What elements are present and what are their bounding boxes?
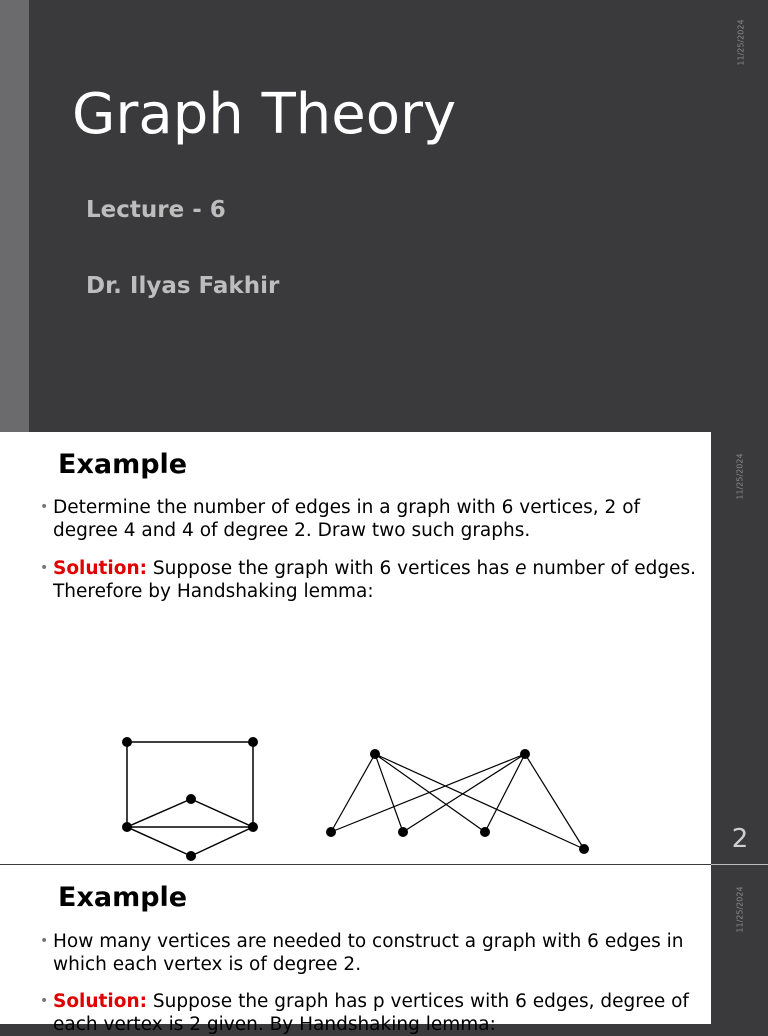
slide-date: 11/25/2024: [736, 19, 746, 66]
example-slide-1: [0, 432, 768, 864]
solution-label: Solution:: [53, 991, 148, 1012]
bullet-text: Determine the number of edges in a graph with 6 vertices, 2 of degree 4 and 4 of degree 2. Draw two such graphs.: [53, 497, 641, 541]
bullet-text: [53, 990, 700, 1036]
author-name: Dr. Ilyas Fakhir: [86, 273, 280, 299]
slide-heading: Example: [58, 449, 188, 480]
solution-text-a: Suppose the graph with 6 vertices has: [147, 558, 516, 579]
bullet-item: [40, 557, 700, 603]
accent-bar: [0, 0, 29, 432]
bullet-item: [40, 496, 700, 542]
example-slide-2: [0, 865, 768, 1035]
example-graphs-figure: [110, 722, 600, 867]
bullet-text: How many vertices are needed to construct a graph with 6 edges in which each vertex is of degree 2.: [53, 931, 684, 975]
slide-title: Graph Theory: [72, 82, 457, 147]
bullet-item: [40, 990, 700, 1036]
graph-2: [331, 754, 584, 849]
slide-content: [0, 865, 711, 1035]
slide-heading: Example: [58, 882, 188, 913]
edge-variable: e: [515, 558, 527, 579]
solution-text: Suppose the graph has p vertices with 6 edges, degree of each vertex is 2 given. By Handshaking lemma:: [53, 991, 689, 1035]
bullet-text: [53, 557, 700, 603]
slide-date: 11/25/2024: [735, 453, 745, 500]
lecture-subtitle: Lecture - 6: [86, 197, 226, 223]
slide-content: [0, 432, 711, 864]
bullet-icon: •: [40, 933, 49, 949]
bullet-item: [40, 930, 700, 976]
graph-2-vertices: [326, 749, 589, 854]
title-slide: [0, 0, 768, 432]
bullet-icon: •: [40, 560, 49, 576]
solution-label: Solution:: [53, 558, 148, 579]
slide-date: 11/25/2024: [735, 886, 745, 933]
bullet-icon: •: [40, 499, 49, 515]
solution-text-b: number of edges. Therefore by Handshaking lemma:: [53, 558, 696, 602]
graph-1-vertices: [122, 737, 258, 861]
bullet-icon: •: [40, 993, 49, 1009]
page-number: 2: [731, 824, 749, 854]
